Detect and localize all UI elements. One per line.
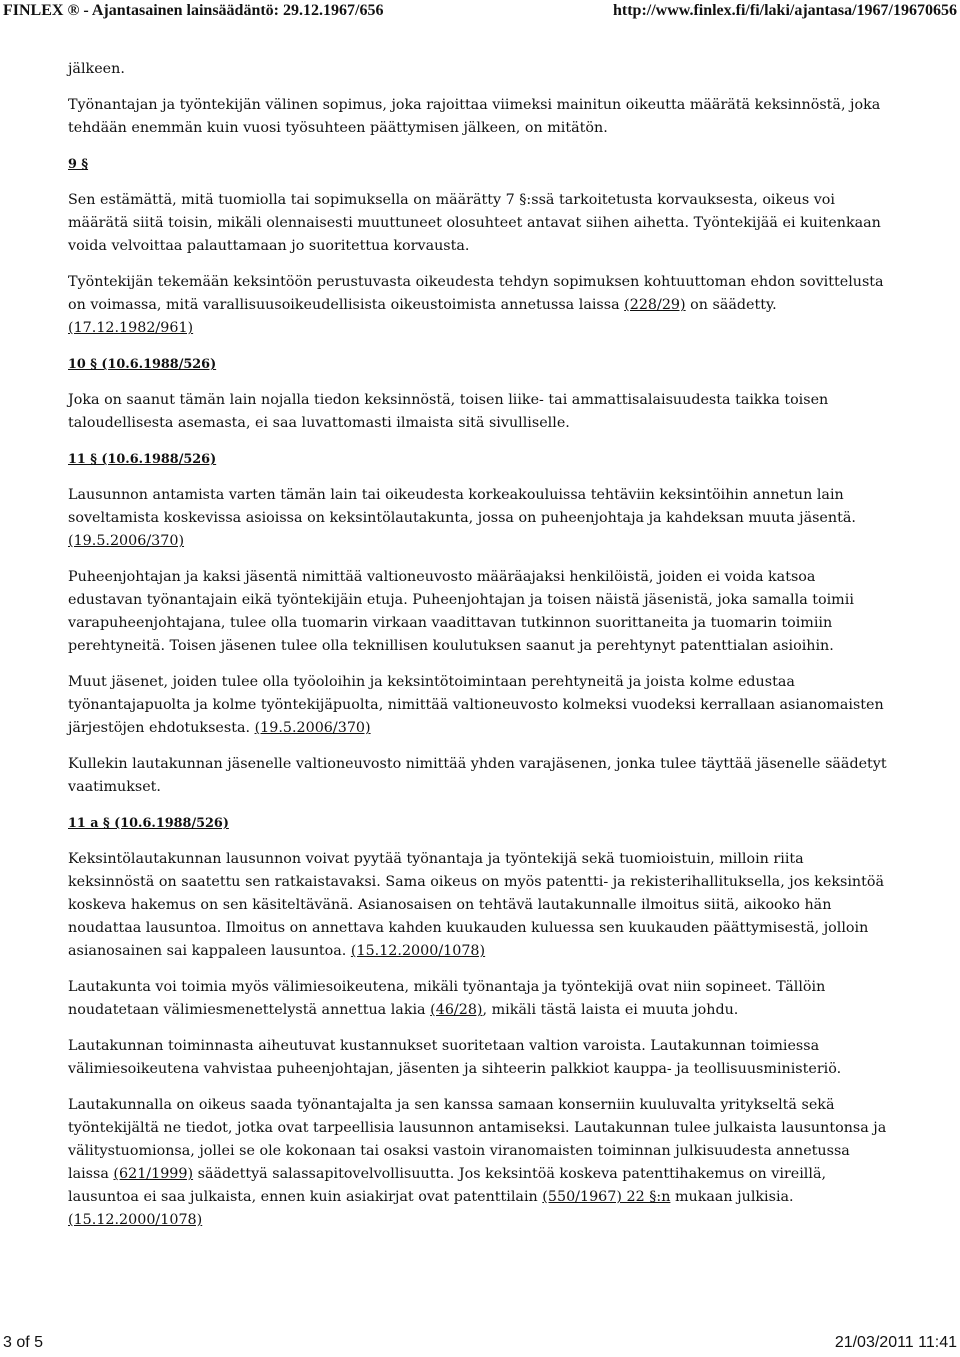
header-url: http://www.finlex.fi/fi/laki/ajantasa/1967/19670656 [612,2,957,19]
paragraph: Lautakunnalla on oikeus saada työnantajalta ja sen kanssa samaan konserniin kuuluvalta yritykseltä sekä työntekijältä ne tiedot, jotka ovat tarpeellisia lausunnon antamiseksi. Lautakunnan tulee julkaista lausuntonsa ja välitystuomionsa, jollei se ole kokonaan tai osaksi vastoin viranomaisten toiminnan julkisuudesta annetussa laissa (621/1999) säädettyä salassapitovelvollisuutta. Jos keksintöä koskeva patenttihakemus on vireillä, lausuntoa ei saa julkaista, ennen kuin asiakirjat ovat patenttilain (550/1967) 22 §:n mukaan julkisia. (15.12.2000/1078) [68,1097,887,1228]
paragraph: Joka on saanut tämän lain nojalla tiedon keksinnöstä, toisen liike- tai ammattisalaisuudesta taikka toisen taloudellisesta asemasta, ei saa luvattomasti ilmaista sitä sivulliselle. [68,392,829,431]
paragraph: Työntekijän tekemään keksintöön perustuvasta oikeudesta tehdyn sopimuksen kohtuuttoman ehdon sovittelusta on voimassa, mitä varallisuusoikeudellisista oikeustoimista annetussa laissa (228/29) on säädetty. (17.12.1982/961) [68,274,884,336]
paragraph: Kullekin lautakunnan jäsenelle valtioneuvosto nimittää yhden varajäsenen, jonka tulee täyttää jäsenelle säädetyt vaatimukset. [68,756,887,795]
paragraph: jälkeen. [68,61,125,77]
page-number: 3 of 5 [3,1334,44,1351]
header-title: FINLEX ® - Ajantasainen lainsäädäntö: 29.12.1967/656 [3,2,384,19]
amendment-link[interactable]: (15.12.2000/1078) [350,943,486,959]
paragraph: Sen estämättä, mitä tuomiolla tai sopimuksella on määrätty 7 §:ssä tarkoitetusta korvauksesta, oikeus voi määrätä siitä toisin, mikäli olennaisesti muuttuneet olosuhteet antavat siihen aihetta. Työntekijää ei kuitenkaan voida velvoittaa palauttamaan jo suoritettua korvausta. [68,192,881,254]
law-text [68,58,894,1245]
print-header [3,0,957,22]
paragraph: Muut jäsenet, joiden tulee olla työoloihin ja keksintötoimintaan perehtyneitä ja joista kolme edustaa työnantajapuolta ja kolme työntekijäpuolta, nimittää valtioneuvosto kolmeksi vuodeksi kerrallaan asianomaisten järjestöjen ehdotuksesta. (19.5.2006/370) [68,674,884,736]
paragraph: Keksintölautakunnan lausunnon voivat pyytää työnantaja ja työntekijä sekä tuomioistuin, milloin riita keksinnöstä on saatettu sen ratkaistavaksi. Sama oikeus on myös patentti- ja rekisterihallituksella, jos keksintöä koskeva hakemus on sen käsiteltävänä. Asianosaisen on tehtävä lautakunnalle ilmoitus siitä, aikooko hän noudattaa lausuntoa. Ilmoitus on annettava kahden kuukauden kuluessa sen kuukauden päättymisestä, jolloin asianosainen sai kappaleen lausuntoa. (15.12.2000/1078) [68,851,884,959]
print-footer [3,1333,957,1353]
section-11a-heading[interactable]: 11 a § (10.6.1988/526) [68,816,229,831]
amendment-link[interactable]: (19.5.2006/370) [254,720,371,736]
law-link[interactable]: (228/29) [624,297,686,313]
law-link[interactable]: (550/1967) 22 §:n [542,1189,671,1205]
paragraph: Työnantajan ja työntekijän välinen sopimus, joka rajoittaa viimeksi mainitun oikeutta määrätä keksinnöstä, joka tehdään enemmän kuin vuosi työsuhteen päättymisen jälkeen, on mitätön. [68,97,881,136]
section-11-heading[interactable]: 11 § (10.6.1988/526) [68,452,217,467]
amendment-link[interactable]: (17.12.1982/961) [68,320,194,336]
print-datetime: 21/03/2011 11:41 [834,1334,957,1351]
amendment-link[interactable]: (19.5.2006/370) [68,533,185,549]
paragraph: Lausunnon antamista varten tämän lain tai oikeudesta korkeakouluissa tehtäviin keksintöihin annetun lain soveltamista koskevissa asioissa on keksintölautakunta, jossa on puheenjohtaja ja kahdeksan muuta jäsentä. (19.5.2006/370) [68,487,856,549]
law-link[interactable]: (46/28) [430,1002,483,1018]
amendment-link[interactable]: (15.12.2000/1078) [68,1212,203,1228]
section-10-heading[interactable]: 10 § (10.6.1988/526) [68,357,217,372]
paragraph: Puheenjohtajan ja kaksi jäsentä nimittää valtioneuvosto määräajaksi henkilöistä, joiden ei voida katsoa edustavan työnantajain eikä työntekijäin etuja. Puheenjohtajan ja toisen näistä jäsenistä, joka samalla toimii varapuheenjohtajana, tulee olla tuomarin virkaan vaadittavan tutkinnon suorittaneita ja tuomarin toimiin perehtyneitä. Toisen jäsenen tulee olla teknillisen koulutuksen saanut ja perehtynyt patenttialan asioihin. [68,569,854,654]
paragraph: Lautakunta voi toimia myös välimiesoikeutena, mikäli työnantaja ja työntekijä ovat niin sopineet. Tällöin noudatetaan välimiesmenettelystä annettua lakia (46/28), mikäli tästä laista ei muuta johdu. [68,979,826,1018]
section-9-heading: 9 § [68,157,89,172]
paragraph: Lautakunnan toiminnasta aiheutuvat kustannukset suoritetaan valtion varoista. Lautakunnan toimiessa välimiesoikeutena vahvistaa puheenjohtajan, jäsenten ja sihteerin palkkiot kauppa- ja teollisuusministeriö. [68,1038,842,1077]
law-link[interactable]: (621/1999) [113,1166,194,1182]
